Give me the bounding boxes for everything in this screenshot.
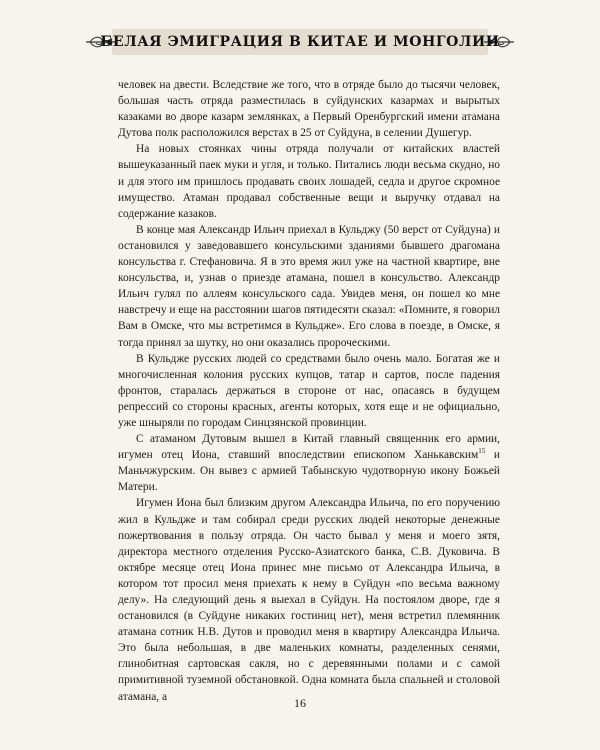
- paragraph-text: и Маньчжурским. Он вывез с армией Табынскую чудотворную икону Божьей Матери.: [118, 449, 500, 494]
- paragraph: В Кульдже русских людей со средствами было очень мало. Богатая же и многочисленная колония русских купцов, татар и сартов, после падения фронтов, старалась держаться в стороне от нас, опасаясь в будущем репрессий со стороны красных, агенты которых, хотя еще и не официально, уже шныряли по городам Синцзянской провинции.: [118, 352, 500, 429]
- paragraph: Игумен Иона был близким другом Александра Ильича, по его поручению жил в Кульдже и там собирал среди русских людей некоторые денежные пожертвования в пользу отряда. Он часто бывал у меня и моего зятя, директора местного отделения Русско-Азиатского банка, С.В. Дуковича. В октябре месяце отец Иона принес мне письмо от Александра Ильича, в котором тот просил меня приехать к нему в Суйдун «по весьма важному делу». На следующий день я выехал в Суйдун. На постоялом дворе, где я остановился (в Суйдуне никаких гостиниц нет), меня встретил племянник атамана сотник Н.В. Дутов и проводил меня в квартиру Александра Ильича. Это была небольшая, в две маленьких комнаты, разделенных сенями, глинобитная сартовская сакля, но с деревянными полами и с самой примитивной туземной обстановкой. Одна комната была спальней и столовой атамана, а: [118, 497, 500, 703]
- running-header: [0, 22, 600, 62]
- paragraph: [118, 431, 500, 495]
- paragraph: На новых стоянках чины отряда получали от китайских властей вышеуказанный паек муки и угля, и только. Питались люди весьма скудно, но и для этого им пришлось продавать своих лошадей, седла и другое скромное имущество. Атаман продавал собственные вещи и выручку отдавал на содержание казаков.: [118, 143, 500, 220]
- paragraph: В конце мая Александр Ильич приехал в Кульджу (50 верст от Суйдуна) и остановился у заведовавшего консульскими зданиями бывшего драгомана консульства г. Стефановича. Я в это время жил уже на частной квартире, вне консульства, и, узнав о приезде атамана, пошел в консульство. Александр Ильич гулял по аллеям консульского сада. Увидев меня, он пошел ко мне навстречу и еще на расстоянии шагов пятидесяти сказал: «Помните, я говорил Вам в Омске, что мы встретимся в Кульдже». Его слова в поезде, в Омске, я тогда принял за шутку, но они оказались пророческими.: [118, 223, 500, 349]
- header-title: БЕЛАЯ ЭМИГРАЦИЯ В КИТАЕ И МОНГОЛИИ: [100, 34, 500, 50]
- paragraph-text: С атаманом Дутовым вышел в Китай главный священник его армии, игумен отец Иона, ставший впоследствии епископом Ханькавским: [118, 433, 500, 462]
- body-text: [118, 77, 500, 705]
- paragraph: человек на двести. Вследствие же того, что в отряде было до тысячи человек, большая часть отряда разместилась в суйдунских казармах и вырытых казаками во дворе казарм землянках, а Первый Оренбургский имени атамана Дутова полк расположился верстах в 25 от Суйдуна, в селении Душегур.: [118, 79, 500, 140]
- page-number: 16: [294, 696, 306, 710]
- footnote-ref[interactable]: 15: [478, 447, 486, 456]
